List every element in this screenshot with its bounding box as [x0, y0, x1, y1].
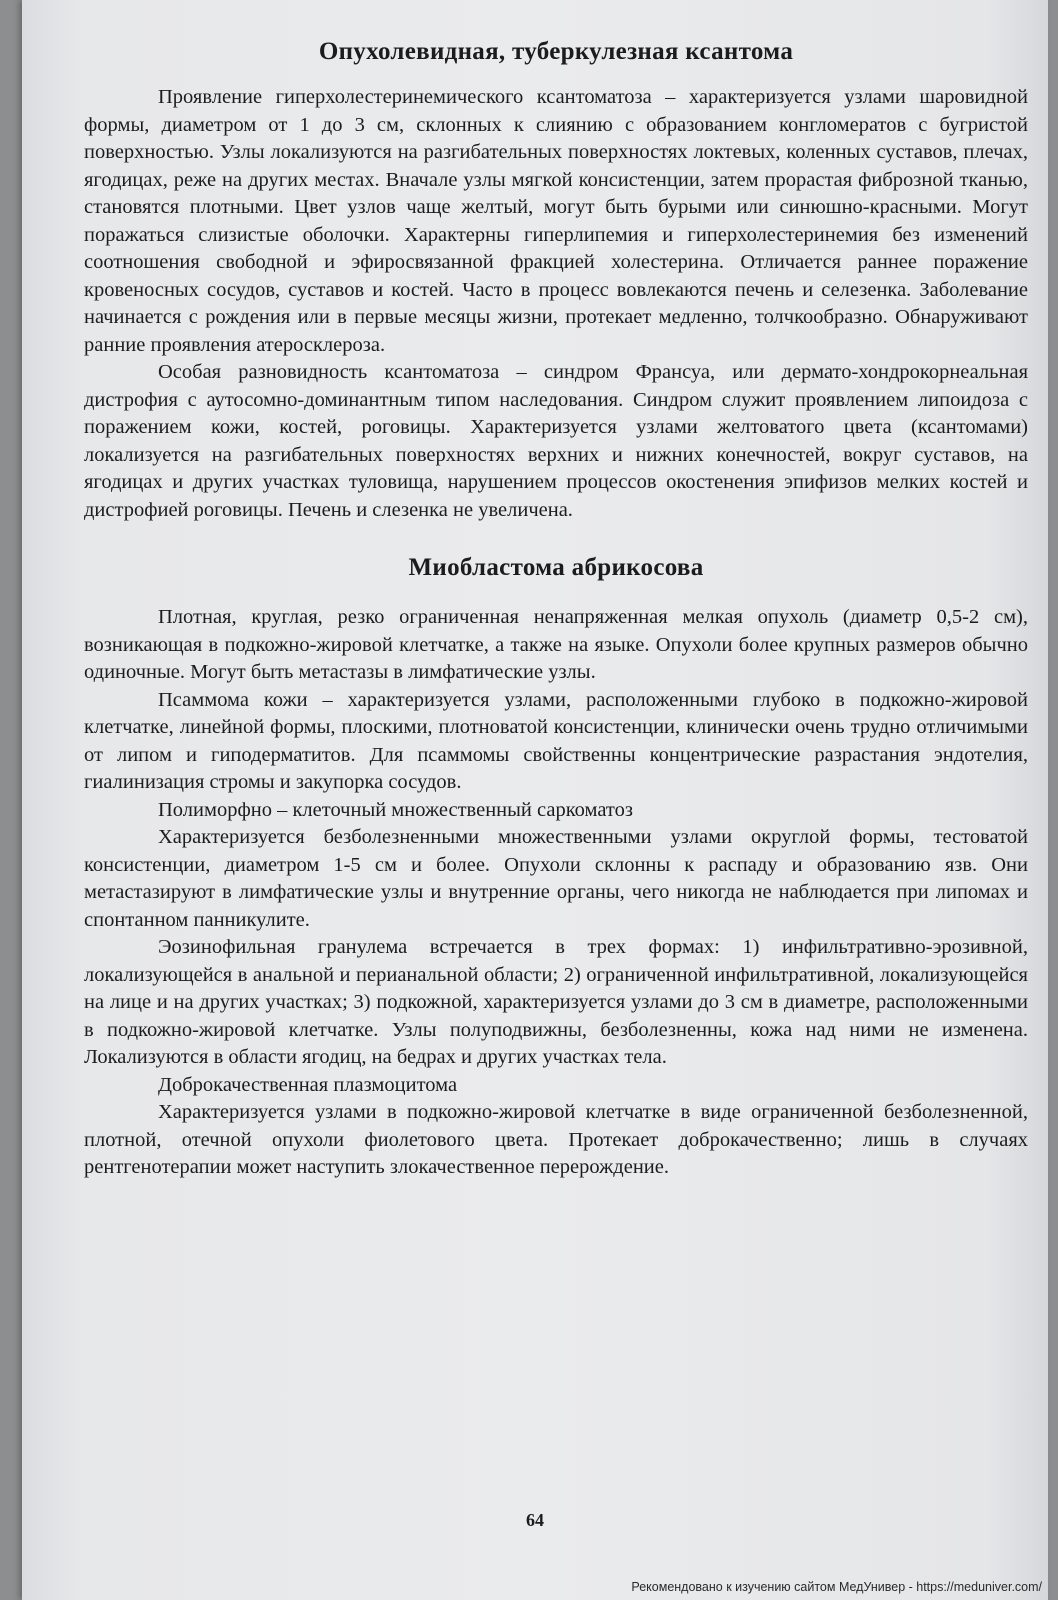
- watermark-footer: Рекомендовано к изучению сайтом МедУнивер - https://meduniver.com/: [631, 1580, 1042, 1594]
- subheading: Полиморфно – клеточный множественный саркоматоз: [158, 798, 633, 821]
- book-page: [22, 0, 1048, 1600]
- paragraph: Эозинофильная гранулема встречается в трех формах: 1) инфильтративно-эрозивной, локализующейся в анальной и перианальной области; 2) ограниченной инфильтративной, локализующейся на лице и на других участках; 3) подкожной, характеризуется узлами до 3 см в диаметре, расположенными в подкожно-жировой клетчатке. Узлы полуподвижны, безболезненны, кожа над ними не изменена. Локализуются в области ягодиц, на бедрах и других участках тела.: [84, 936, 1028, 1068]
- paragraph: Проявление гиперхолестеринемического ксантоматоза – характеризуется узлами шаровидной формы, диаметром от 1 до 3 см, склонных к слиянию с образованием конгломератов с бугристой поверхностью. Узлы локализуются на разгибательных поверхностях локтевых, коленных суставов, плечах, ягодицах, реже на других местах. Вначале узлы мягкой консистенции, затем прорастая фиброзной тканью, становятся плотными. Цвет узлов чаще желтый, могут быть бурыми или синюшно-красными. Могут поражаться слизистые оболочки. Характерны гиперлипемия и гиперхолестеринемия без изменений соотношения свободной и эфиросвязанной фракцией холестерина. Отличается раннее поражение кровеносных сосудов, суставов и костей. Часто в процесс вовлекаются печень и селезенка. Заболевание начинается с рождения или в первые месяцы жизни, протекает медленно, толчкообразно. Обнаруживают ранние проявления атеросклероза.: [84, 86, 1028, 356]
- paragraph: Особая разновидность ксантоматоза – синдром Франсуа, или дермато-хондрокорнеальная дистрофия с аутосомно-доминантным типом наследования. Синдром служит проявлением липоидоза с поражением кожи, костей, роговицы. Характеризуется узлами желтоватого цвета (ксантомами) локализуется на разгибательных поверхностях верхних и нижних конечностей, вокруг суставов, на ягодицах и других участках туловища, нарушением процессов окостенения эпифизов мелких костей и дистрофией роговицы. Печень и слезенка не увеличена.: [84, 361, 1028, 521]
- subheading: Доброкачественная плазмоцитома: [158, 1073, 458, 1096]
- section-title-myoblastoma: Миобластома абрикосова: [408, 554, 704, 581]
- paragraph: Псаммома кожи – характеризуется узлами, расположенными глубоко в подкожно-жировой клетчатке, линейной формы, плоскими, плотноватой консистенции, клинически очень трудно отличимыми от липом и гиподерматитов. Для псаммомы свойственны концентрические разрастания эндотелия, гиалинизация стромы и закупорка сосудов.: [84, 688, 1028, 793]
- paragraph: Плотная, круглая, резко ограниченная ненапряженная мелкая опухоль (диаметр 0,5-2 см), возникающая в подкожно-жировой клетчатке, а также на языке. Опухоли более крупных размеров обычно одиночные. Могут быть метастазы в лимфатические узлы.: [84, 606, 1028, 683]
- page-number: 64: [526, 1510, 544, 1530]
- paragraph: Характеризуется узлами в подкожно-жировой клетчатке в виде ограниченной безболезненной, плотной, отечной опухоли фиолетового цвета. Протекает доброкачественно; лишь в случаях рентгенотерапии может наступить злокачественное перерождение.: [84, 1101, 1028, 1178]
- paragraph: Характеризуется безболезненными множественными узлами округлой формы, тестоватой консистенции, диаметром 1-5 см и более. Опухоли склонны к распаду и образованию язв. Они метастазируют в лимфатические узлы и внутренние органы, чего никогда не наблюдается при липомах и спонтанном панникулите.: [84, 826, 1028, 931]
- page-content: [84, 38, 1028, 1182]
- section-title-xanthoma: Опухолевидная, туберкулезная ксантома: [318, 38, 794, 65]
